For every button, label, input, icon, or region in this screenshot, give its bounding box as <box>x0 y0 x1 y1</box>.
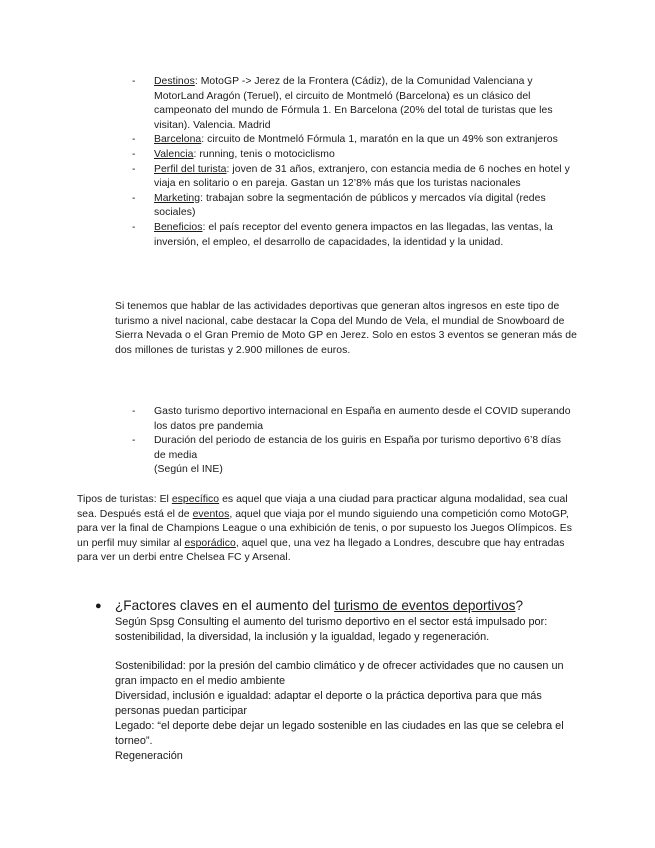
types-text-2: es aquel que viaja a una ciudad para practicar alguna modalidad, sea cual sea. Después está el de <box>77 494 568 520</box>
destinations-list <box>132 75 572 250</box>
item-text: : trabajan sobre la segmentación de públicos y mercados vía digital (redes sociales) <box>154 192 546 219</box>
list-item <box>132 133 572 148</box>
heading-text <box>115 597 523 615</box>
list-item <box>132 405 572 434</box>
list-item <box>132 434 572 463</box>
item-text: : el país receptor del evento genera impactos en las llegadas, las ventas, la inversión, el empleo, el desarrollo de capacidades, la identidad y la unidad. <box>154 221 553 248</box>
dash-marker: - <box>132 192 136 204</box>
item-term: Marketing <box>154 192 201 204</box>
income-paragraph: Si tenemos que hablar de las actividades deportivas que generan altos ingresos en este tipo de turismo a nivel nacional, cabe destacar la Copa del Mundo de Vela, el mundial de Snowboard de Sierra Nevada o el Gran Premio de Moto GP en Jerez. Solo en estos 3 eventos se generan más de dos millones de turistas y 2.900 millones de euros. <box>115 301 577 356</box>
list-item <box>132 163 572 192</box>
heading-before: ¿Factores claves en el aumento del <box>115 598 335 613</box>
factor-sostenibilidad: Sostenibilidad: por la presión del cambio climático y de ofrecer actividades que no causen un gran impacto en el medio ambiente <box>115 660 564 687</box>
types-text-4: , aquel que, una vez ha llegado a Londres, descubre que hay entradas para ver un derbi entre Chelsea FC y Arsenal. <box>77 537 565 564</box>
list-item <box>132 192 572 221</box>
list-note <box>132 463 572 478</box>
item-term: Beneficios <box>154 221 203 233</box>
item-text: Duración del periodo de estancia de los guiris en España por turismo deportivo 6’8 días de media <box>154 435 561 461</box>
types-text-1: Tipos de turistas: El <box>77 494 172 505</box>
types-text-3: , aquel que viaja por el mundo siguiendo una competición como MotoGP, para ver la final de Champions League o una exhibición de tenis, o por supuesto los Juegos Olímpicos. Es un perfil muy similar al <box>77 508 573 549</box>
dash-marker: - <box>132 148 136 160</box>
dash-marker: - <box>132 221 136 233</box>
dash-marker: - <box>132 435 136 447</box>
heading-after: ? <box>515 598 524 613</box>
heading-underlined: turismo de eventos deportivos <box>334 598 516 613</box>
list-item <box>132 148 572 163</box>
list-item <box>132 75 572 133</box>
item-text: Gasto turismo deportivo internacional en España en aumento desde el COVID superando los datos pre pandemia <box>154 406 571 432</box>
type-especifico: específico <box>171 494 220 505</box>
intro-paragraph: Según Spsg Consulting el aumento del turismo deportivo en el sector está impulsado por: sostenibilidad, la diversidad, la inclusión y la igualdad, legado y regeneración. <box>115 616 548 643</box>
item-text: : MotoGP -> Jerez de la Frontera (Cádiz), de la Comunidad Valenciana y MotorLand Aragón (Teruel), el circuito de Montmeló (Barcelona) es un clásico del campeonato del mundo de Fórmula 1. En Barcelona (20% del total de turistas que les visitan). Valencia. Madrid <box>154 76 553 131</box>
factor-regeneracion: Regeneración <box>115 750 183 762</box>
item-term: Valencia <box>154 148 194 160</box>
dash-marker: - <box>132 134 136 146</box>
item-term: Destinos <box>154 76 195 87</box>
item-term: Perfil del turista <box>154 163 227 175</box>
factor-diversidad: Diversidad, inclusión e igualdad: adaptar el deporte o la práctica deportiva para que más personas puedan participar <box>115 690 542 717</box>
type-eventos: eventos <box>192 508 230 520</box>
source-note: (Según el INE) <box>154 464 223 476</box>
dash-marker: - <box>132 163 136 175</box>
dash-marker: - <box>132 406 136 417</box>
factor-legado: Legado: “el deporte debe dejar un legado sostenible en las ciudades en las que se celebra el torneo”. <box>115 720 564 747</box>
item-text: : circuito de Montmeló Fórmula 1, maratón en la que un 49% son extranjeros <box>201 134 558 146</box>
item-term: Barcelona <box>154 134 202 146</box>
item-text: : joven de 31 años, extranjero, con estancia media de 6 noches en hotel y viaja en solitario o en pareja. Gastan un 12’8% más que los turistas nacionales <box>154 163 570 190</box>
dash-marker: - <box>132 76 136 87</box>
stats-list <box>132 405 572 478</box>
list-item <box>132 221 572 250</box>
tourist-types-paragraph <box>77 493 577 566</box>
bullet-icon: ● <box>95 600 102 612</box>
item-text: : running, tenis o motociclismo <box>193 148 335 160</box>
type-esporadico: esporádico <box>184 537 236 549</box>
